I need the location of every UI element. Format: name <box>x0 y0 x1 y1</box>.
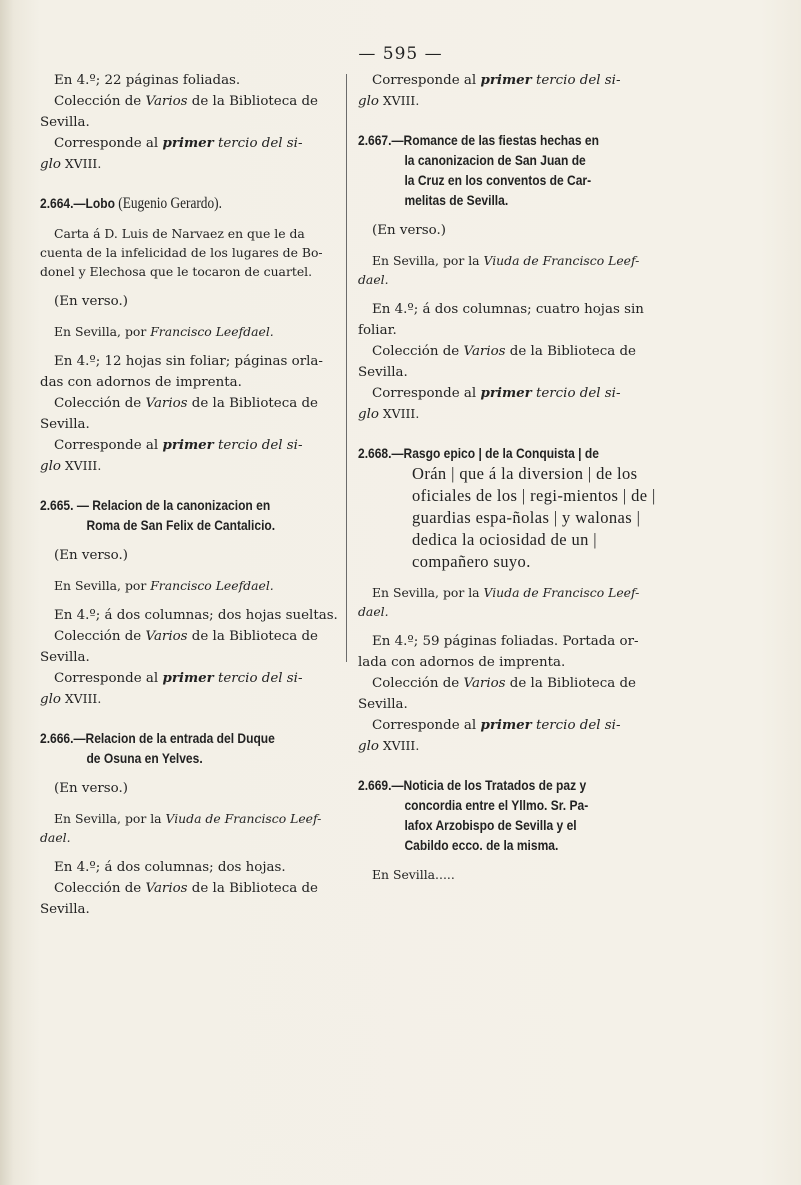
entry-edition: En Sevilla, por la Viuda de Francisco Leef-dael. <box>358 585 640 619</box>
entry-title-body: Orán | que á la diversion | de los oficiales de los | regi-mientos | de | guardias espa-ñolas | y walonas | dedica la ociosidad de un | compañero suyo. <box>412 464 656 571</box>
entry-edition: En Sevilla, por Francisco Leefdael. <box>54 324 274 339</box>
entry-century: Corresponde al primer tercio del si- glo XVIII. <box>358 717 621 754</box>
entry-collection: Colección de Varios de la Biblioteca de Sevilla. <box>40 396 318 432</box>
entry-heading-2664: 2.664.—Lobo (Eugenio Gerardo). <box>40 195 222 212</box>
entry-collection: Colección de Varios de la Biblioteca de Sevilla. <box>358 676 636 712</box>
entry-century: Corresponde al primer tercio del si- glo XVIII. <box>40 670 303 707</box>
entry-century: Corresponde al primer tercio del si- glo XVIII. <box>358 385 621 422</box>
column-divider <box>346 74 347 662</box>
entry-century: Corresponde al primer tercio del si- glo XVIII. <box>40 135 303 172</box>
right-column <box>358 70 662 884</box>
entry-body: Carta á D. Luis de Narvaez en que le da cuenta de la infelicidad de los lugares de Bo-donel y Elechosa que le tocaron de cuartel. <box>40 226 323 279</box>
entry-heading-2667: 2.667.—Romance de las fiestas hechas en la canonizacion de San Juan de la Cruz en los conventos de Car- melitas de Sevilla. <box>358 132 599 208</box>
entry-desc: En 4.º; á dos columnas; cuatro hojas sin foliar. <box>358 302 644 338</box>
entry-collection: Colección de Varios de la Biblioteca de Sevilla. <box>40 94 318 130</box>
entry-verso: (En verso.) <box>372 223 446 238</box>
page-number: — 595 — <box>358 44 443 64</box>
left-column <box>40 70 340 920</box>
entry-edition: En Sevilla..... <box>372 867 455 882</box>
entry-collection: Colección de Varios de la Biblioteca de Sevilla. <box>358 344 636 380</box>
entry-edition: En Sevilla, por la Viuda de Francisco Leef-dael. <box>358 253 640 287</box>
entry-heading-2668: 2.668.—Rasgo epico | de la Conquista | de <box>358 445 599 461</box>
entry-century: Corresponde al primer tercio del si- glo XVIII. <box>358 72 621 109</box>
entry-collection: Colección de Varios de la Biblioteca de Sevilla. <box>40 629 318 665</box>
entry-desc: En 4.º; 12 hojas sin foliar; páginas orla-das con adornos de imprenta. <box>40 354 323 390</box>
entry-verso: (En verso.) <box>54 548 128 563</box>
entry-heading-2666: 2.666.—Relacion de la entrada del Duque de Osuna en Yelves. <box>40 730 275 766</box>
entry-desc: En 4.º; 59 páginas foliadas. Portada or-lada con adornos de imprenta. <box>358 634 639 670</box>
entry-desc: En 4.º; á dos columnas; dos hojas sueltas. <box>54 608 338 623</box>
entry-verso: (En verso.) <box>54 781 128 796</box>
entry-desc: En 4.º; 22 páginas foliadas. <box>54 73 241 88</box>
entry-desc: En 4.º; á dos columnas; dos hojas. <box>54 860 286 875</box>
entry-edition: En Sevilla, por Francisco Leefdael. <box>54 578 274 593</box>
entry-heading-2665: 2.665. — Relacion de la canonizacion en Roma de San Felix de Cantalicio. <box>40 497 276 533</box>
entry-edition: En Sevilla, por la Viuda de Francisco Leef-dael. <box>40 811 322 845</box>
entry-collection: Colección de Varios de la Biblioteca de Sevilla. <box>40 881 318 917</box>
entry-heading-2669: 2.669.—Noticia de los Tratados de paz y concordia entre el Yllmo. Sr. Pa- lafox Arzobispo de Sevilla y el Cabildo ecco. de la misma. <box>358 777 589 853</box>
entry-verso: (En verso.) <box>54 294 128 309</box>
entry-century: Corresponde al primer tercio del si- glo XVIII. <box>40 437 303 474</box>
